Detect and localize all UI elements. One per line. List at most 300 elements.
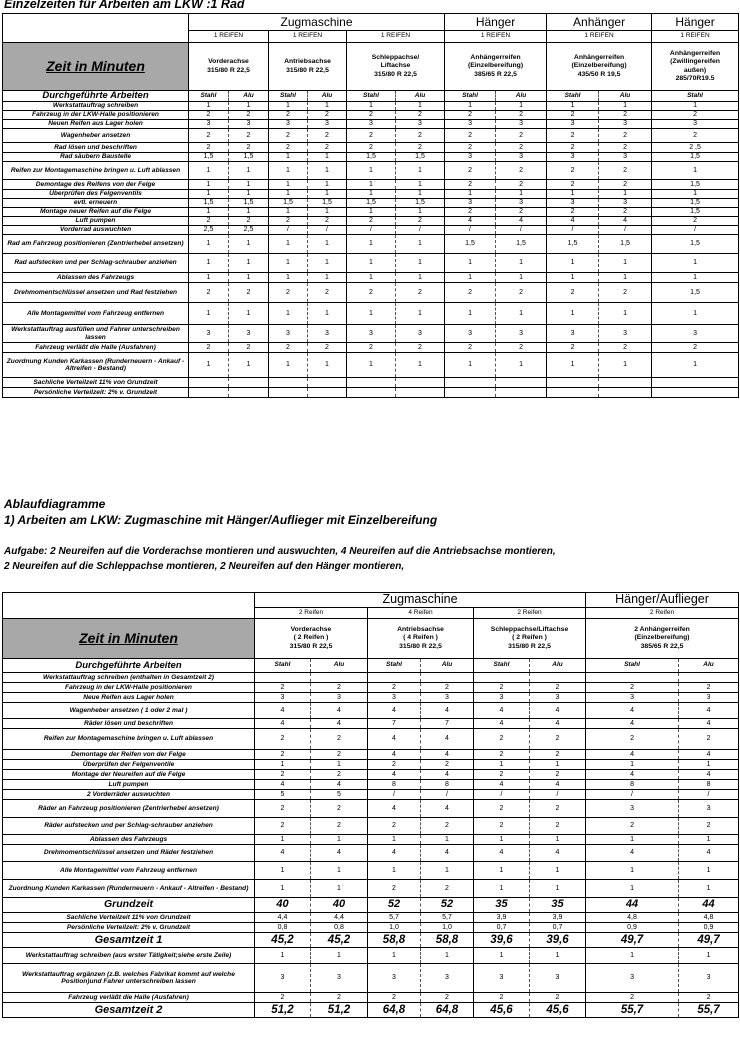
value-cell (421, 673, 474, 683)
value-cell: 51,2 (255, 1003, 311, 1018)
value-cell: 0,8 (255, 923, 311, 933)
value-cell: 2 (652, 343, 739, 353)
value-cell: 1 (474, 835, 530, 845)
value-cell: 3 (396, 325, 445, 343)
value-cell: 1 (229, 208, 269, 217)
value-cell: 55,7 (586, 1003, 679, 1018)
stahl-header: Stahl (189, 91, 229, 102)
value-cell: 4 (679, 750, 739, 760)
value-cell: 2 (474, 800, 530, 818)
group-zugmaschine: Zugmaschine (189, 14, 445, 31)
grundzeit-row (3, 898, 739, 913)
value-cell: 1,5 (189, 199, 229, 208)
row-label: Räder lösen und beschriften (3, 719, 255, 729)
value-cell: 4 (311, 845, 368, 862)
axle-header-line: (Zwillingereifen (670, 58, 720, 66)
value-cell: 2 (530, 729, 586, 750)
value-cell (652, 388, 739, 398)
value-cell: 3 (599, 153, 652, 162)
value-cell: 1 (189, 254, 229, 273)
value-cell: 1 (396, 353, 445, 378)
value-cell: 2 (189, 343, 229, 353)
value-cell: 1 (530, 948, 586, 964)
table-row (3, 683, 739, 693)
value-cell: 2 (229, 111, 269, 120)
zeit-in-minuten: Zeit in Minuten (3, 43, 189, 91)
row-label: Montage neuer Reifen auf die Felge (3, 208, 189, 217)
value-cell: 2 (189, 129, 229, 143)
value-cell (229, 378, 269, 388)
value-cell: 1 (269, 180, 308, 190)
row-label: Sachliche Verteilzeit 11% von Grundzeit (3, 913, 255, 923)
value-cell: 3 (679, 964, 739, 993)
value-cell: 4,8 (679, 913, 739, 923)
value-cell: 1 (308, 254, 347, 273)
value-cell: 1 (396, 235, 445, 254)
gesamtzeit1-row (3, 933, 739, 948)
value-cell: 4 (586, 750, 679, 760)
value-cell: 2 (311, 818, 368, 835)
value-cell: 4 (474, 780, 530, 790)
value-cell: 1 (547, 353, 599, 378)
value-cell: 58,8 (421, 933, 474, 948)
group-row (3, 593, 739, 608)
table-row (3, 845, 739, 862)
value-cell: 4 (474, 703, 530, 719)
row-label: Montage der Neureifen auf die Felge (3, 770, 255, 780)
value-cell: 45,2 (311, 933, 368, 948)
table-row (3, 143, 739, 153)
value-cell: 3 (445, 325, 496, 343)
value-cell: / (599, 226, 652, 235)
value-cell: 1 (269, 153, 308, 162)
value-cell: 4 (530, 845, 586, 862)
table-row (3, 102, 739, 111)
row-label: Räder aufstecken und per Schlag-schrauber anziehen (3, 818, 255, 835)
value-cell: 1 (679, 948, 739, 964)
value-cell: 1 (308, 102, 347, 111)
value-cell: 1 (530, 835, 586, 845)
value-cell: 2 (496, 111, 547, 120)
value-cell: 4 (547, 217, 599, 226)
value-cell: 1 (308, 162, 347, 180)
value-cell: 3 (445, 199, 496, 208)
axle-header-line: 315/80 R 22,5 (508, 642, 551, 650)
value-cell: 1 (396, 190, 445, 199)
subheader-row (3, 659, 739, 673)
value-cell: 1 (530, 880, 586, 898)
value-cell: 2 (679, 818, 739, 835)
value-cell: 1,5 (652, 235, 739, 254)
value-cell (347, 388, 396, 398)
row-label: Gesamtzeit 2 (3, 1003, 255, 1018)
value-cell: 1 (530, 862, 586, 880)
axle-header-line: 315/80 R 22,5 (374, 70, 417, 78)
value-cell: 3 (269, 325, 308, 343)
reifen-count: 4 Reifen (368, 608, 474, 619)
row-label: Sachliche Verteilzeit 11% von Grundzeit (3, 378, 189, 388)
value-cell: 2 (308, 143, 347, 153)
value-cell: 4 (368, 703, 421, 719)
table-row (3, 673, 739, 683)
value-cell: 1,5 (347, 199, 396, 208)
value-cell: 8 (586, 780, 679, 790)
value-cell: 4 (679, 719, 739, 729)
value-cell: 2 (445, 208, 496, 217)
value-cell: 1 (311, 760, 368, 770)
stahl-header: Stahl (586, 659, 679, 673)
value-cell: 1 (679, 880, 739, 898)
value-cell (547, 378, 599, 388)
value-cell: 3 (368, 693, 421, 703)
table-row (3, 760, 739, 770)
value-cell: 1 (347, 102, 396, 111)
value-cell: 1 (229, 102, 269, 111)
table-row (3, 343, 739, 353)
reifen-count: 1 REIFEN (347, 31, 445, 43)
value-cell: / (308, 226, 347, 235)
value-cell: 2 (308, 217, 347, 226)
value-cell: 2 (474, 770, 530, 780)
value-cell: 2 (445, 162, 496, 180)
value-cell: 8 (421, 780, 474, 790)
value-cell: / (652, 226, 739, 235)
row-label: Überprüfen der Felgenventile (3, 760, 255, 770)
value-cell: 3 (421, 693, 474, 703)
value-cell: 1 (530, 760, 586, 770)
value-cell: 3 (547, 120, 599, 129)
value-cell: 4 (530, 780, 586, 790)
stahl-header: Stahl (347, 91, 396, 102)
row-label: Rad säubern Baustelle (3, 153, 189, 162)
value-cell: 5,7 (368, 913, 421, 923)
value-cell: 3 (229, 325, 269, 343)
value-cell: 2 (530, 770, 586, 780)
value-cell: 1 (474, 760, 530, 770)
axle-header (347, 43, 445, 91)
axle-header-line: Schleppachse/ (371, 54, 420, 62)
value-cell: 0,9 (586, 923, 679, 933)
value-cell: 2 (421, 683, 474, 693)
section-heading: Ablaufdiagramme (4, 497, 106, 511)
value-cell: 2 (189, 217, 229, 226)
table-row (3, 273, 739, 283)
stahl-header: Stahl (255, 659, 311, 673)
value-cell: 4 (530, 703, 586, 719)
row-label: Persönliche Verteilzeit: 2% v. Grundzeit (3, 923, 255, 933)
value-cell: 2 (229, 143, 269, 153)
table-row (3, 800, 739, 818)
value-cell: 1 (496, 102, 547, 111)
value-cell: / (679, 790, 739, 800)
row-label: Vorderrad auswuchten (3, 226, 189, 235)
value-cell: 4 (421, 800, 474, 818)
table-row (3, 120, 739, 129)
value-cell: 2 (311, 729, 368, 750)
value-cell: / (496, 226, 547, 235)
value-cell: 1,0 (368, 923, 421, 933)
value-cell: 3 (474, 693, 530, 703)
value-cell: 3 (269, 120, 308, 129)
value-cell (652, 378, 739, 388)
value-cell: 2 (445, 283, 496, 303)
row-label: Rad aufstecken und per Schlag-schrauber anziehen (3, 254, 189, 273)
axle-header-line: (Einzelbereifung) (571, 62, 627, 70)
value-cell: 1,5 (269, 199, 308, 208)
value-cell: 2 (311, 770, 368, 780)
value-cell: 1 (308, 208, 347, 217)
row-label: Grundzeit (3, 898, 255, 913)
value-cell: 1 (269, 273, 308, 283)
axle-header (269, 43, 347, 91)
value-cell: 1 (269, 190, 308, 199)
value-cell: 4 (368, 729, 421, 750)
value-cell: 1 (496, 273, 547, 283)
value-cell: 2 (396, 343, 445, 353)
value-cell: 1 (599, 303, 652, 325)
value-cell: 3 (421, 964, 474, 993)
value-cell: / (445, 226, 496, 235)
value-cell: 1 (396, 102, 445, 111)
axle-header-line: ( 4 Reifen ) (403, 634, 438, 642)
axle-header-line: Vorderachse (290, 626, 332, 634)
reifen-count: 2 Reifen (586, 608, 739, 619)
value-cell (311, 673, 368, 683)
value-cell: 52 (368, 898, 421, 913)
value-cell: 1 (229, 254, 269, 273)
value-cell: 3 (652, 325, 739, 343)
value-cell (496, 378, 547, 388)
value-cell (396, 388, 445, 398)
value-cell: 64,8 (421, 1003, 474, 1018)
value-cell: 1 (229, 162, 269, 180)
row-label: Luft pumpen (3, 217, 189, 226)
value-cell: 1 (347, 180, 396, 190)
axle-header-line: ( 2 Reifen ) (293, 634, 329, 642)
value-cell: 1 (445, 353, 496, 378)
table-row (3, 153, 739, 162)
stahl-header: Stahl (652, 91, 739, 102)
value-cell: 1 (679, 835, 739, 845)
value-cell: 5 (311, 790, 368, 800)
value-cell: 1,5 (652, 208, 739, 217)
value-cell: 1 (474, 948, 530, 964)
axle-header-line: Anhängerreifen (573, 54, 625, 62)
value-cell: 3 (445, 120, 496, 129)
value-cell: 2 (530, 750, 586, 760)
value-cell: 2 (530, 683, 586, 693)
value-cell (308, 378, 347, 388)
value-cell: 1 (652, 102, 739, 111)
value-cell: 2 (496, 180, 547, 190)
subheader-row (3, 91, 739, 102)
value-cell: 4 (679, 770, 739, 780)
value-cell: 4 (679, 703, 739, 719)
row-label: Zuordnung Kunden Karkassen (Runderneuern - Ankauf - Altreifen - Bestand) (3, 353, 189, 378)
reifen-count: 1 REIFEN (269, 31, 347, 43)
row-label: Drehmomentschlüssel ansetzen und Räder festziehen (3, 845, 255, 862)
row-label: Fahrzeug verläßt die Halle (Ausfahren) (3, 993, 255, 1003)
value-cell: 2 (396, 217, 445, 226)
row-label: Räder an Fahrzeug positionieren (Zentrierhebel ansetzen) (3, 800, 255, 818)
axle-header-line: 315/80 R 22,5 (289, 642, 333, 650)
value-cell: 2 (496, 143, 547, 153)
group-haenger: Hänger (445, 14, 547, 31)
value-cell: 1 (586, 835, 679, 845)
value-cell: 7 (421, 719, 474, 729)
value-cell (396, 378, 445, 388)
axle-header-line: 435/50 R 19,5 (577, 70, 621, 78)
axle-header-line: Antriebsachse (284, 58, 331, 66)
value-cell: 2 (368, 880, 421, 898)
value-cell: 1 (311, 862, 368, 880)
value-cell: 1 (368, 948, 421, 964)
value-cell: 2 (347, 129, 396, 143)
axle-header (586, 619, 739, 659)
value-cell: 2 (421, 818, 474, 835)
axle-header-line: (Einzelbereifung) (634, 634, 690, 642)
value-cell: 3 (496, 199, 547, 208)
table-row (3, 750, 739, 760)
value-cell: 39,6 (530, 933, 586, 948)
value-cell: 1 (255, 862, 311, 880)
table-row (3, 129, 739, 143)
alu-header: Alu (396, 91, 445, 102)
value-cell: 1 (308, 273, 347, 283)
value-cell: 1 (189, 190, 229, 199)
value-cell: 4 (368, 770, 421, 780)
value-cell: 2 (269, 111, 308, 120)
row-label: 2 Vorderräder auswuchten (3, 790, 255, 800)
value-cell: 1 (347, 235, 396, 254)
value-cell: 2 (474, 993, 530, 1003)
row-label: Alle Montagemittel vom Fahrzeug entfernen (3, 303, 189, 325)
value-cell: 1 (599, 353, 652, 378)
value-cell: 2 (255, 683, 311, 693)
value-cell: 2 (308, 343, 347, 353)
axle-row (3, 43, 739, 91)
value-cell (547, 388, 599, 398)
value-cell: 4 (368, 800, 421, 818)
table-row (3, 948, 739, 964)
value-cell: 1 (474, 862, 530, 880)
axle-header (445, 43, 547, 91)
axle-header-line: 285/70R19.5 (675, 74, 715, 82)
row-label: Werkstattauftrag schreiben (3, 102, 189, 111)
value-cell: 2 (229, 283, 269, 303)
value-cell: 3 (189, 120, 229, 129)
value-cell: 2 (599, 208, 652, 217)
value-cell: 1 (255, 880, 311, 898)
table-row (3, 780, 739, 790)
value-cell: 1,5 (396, 153, 445, 162)
value-cell: 4,4 (255, 913, 311, 923)
axle-header-line: 2 Anhängerreifen (634, 626, 690, 634)
value-cell: 2 (547, 283, 599, 303)
value-cell: 2 (311, 750, 368, 760)
value-cell: 2 (496, 208, 547, 217)
value-cell: 2 (652, 217, 739, 226)
value-cell: 1 (308, 353, 347, 378)
value-cell: 1 (269, 208, 308, 217)
value-cell: 1 (586, 880, 679, 898)
value-cell: 1 (652, 353, 739, 378)
value-cell (599, 378, 652, 388)
value-cell: 40 (255, 898, 311, 913)
value-cell: 1 (368, 862, 421, 880)
value-cell: 3 (599, 325, 652, 343)
axle-header-line: 315/80 R 22,5 (399, 642, 442, 650)
value-cell (308, 388, 347, 398)
value-cell: 1 (445, 273, 496, 283)
table-row (3, 325, 739, 343)
value-cell: 4 (311, 719, 368, 729)
value-cell: 1 (652, 254, 739, 273)
value-cell: 4 (445, 217, 496, 226)
value-cell: 1 (229, 273, 269, 283)
page-title: Einzelzeiten für Arbeiten am LKW :1 Rad (4, 0, 245, 11)
value-cell: 1 (347, 208, 396, 217)
value-cell: 1 (255, 835, 311, 845)
value-cell: 1 (308, 303, 347, 325)
value-cell: 2 (496, 343, 547, 353)
value-cell: 1 (496, 303, 547, 325)
value-cell: 3,9 (530, 913, 586, 923)
group-haenger-auflieger: Hänger/Auflieger (586, 593, 739, 608)
table-row (3, 254, 739, 273)
table-row (3, 388, 739, 398)
value-cell: 1,5 (496, 235, 547, 254)
value-cell (255, 673, 311, 683)
stahl-header: Stahl (547, 91, 599, 102)
value-cell: 44 (586, 898, 679, 913)
value-cell (189, 378, 229, 388)
value-cell: 1 (445, 254, 496, 273)
value-cell: / (530, 790, 586, 800)
value-cell: 1 (496, 254, 547, 273)
value-cell: 2 (255, 770, 311, 780)
value-cell: 1 (679, 862, 739, 880)
axle-header-line: Vorderachse (208, 58, 249, 66)
value-cell (269, 388, 308, 398)
value-cell: 4 (586, 703, 679, 719)
value-cell: 4 (421, 750, 474, 760)
group-row (3, 14, 739, 31)
value-cell: 1 (396, 208, 445, 217)
value-cell: 1,5 (652, 199, 739, 208)
value-cell: 2 (229, 217, 269, 226)
table-row (3, 162, 739, 180)
value-cell: 3 (308, 120, 347, 129)
table-row (3, 199, 739, 208)
value-cell: 4 (679, 845, 739, 862)
value-cell: 2 (347, 283, 396, 303)
value-cell: 2,5 (189, 226, 229, 235)
value-cell: 2 (368, 993, 421, 1003)
axle-header (255, 619, 368, 659)
value-cell: 3 (255, 964, 311, 993)
value-cell: 2 (474, 683, 530, 693)
value-cell: / (368, 790, 421, 800)
value-cell: 1 (347, 273, 396, 283)
corner-cell (3, 14, 189, 43)
value-cell: 2 (189, 111, 229, 120)
value-cell: 1,0 (421, 923, 474, 933)
row-label: Demontage der Reifen von der Felge (3, 750, 255, 760)
value-cell: 1 (421, 862, 474, 880)
table-row (3, 111, 739, 120)
value-cell: 2 (599, 111, 652, 120)
